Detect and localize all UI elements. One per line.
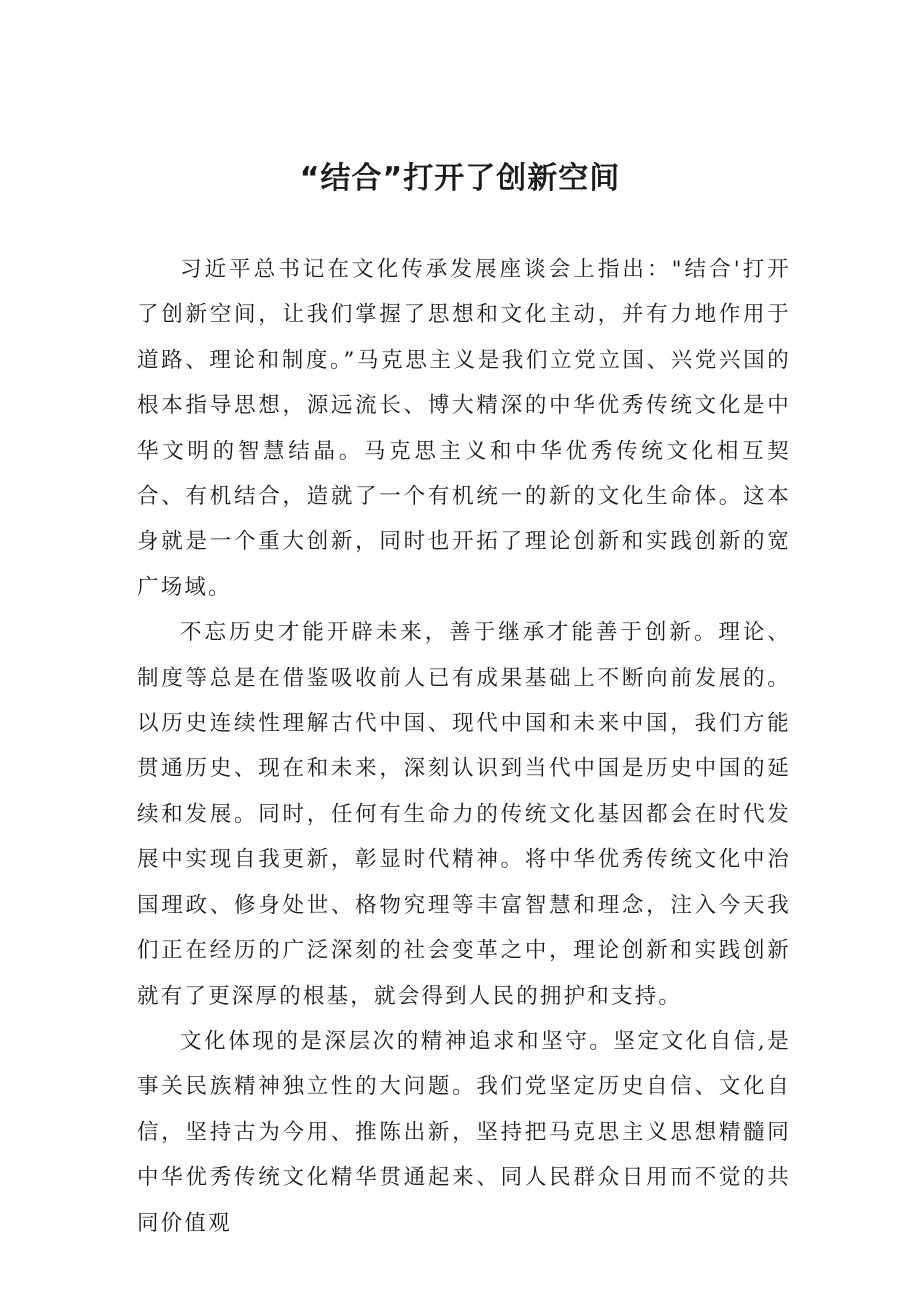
document-title: “结合”打开了创新空间 xyxy=(299,161,621,196)
paragraph-2: 不忘历史才能开辟未来，善于继承才能善于创新。理论、制度等总是在借鉴吸收前人已有成果基础上不断向前发展的。以历史连续性理解古代中国、现代中国和未来中国，我们方能贯通历史、现在和未来，深刻认识到当代中国是历史中国的延续和发展。同时，任何有生命力的传统文化基因都会在时代发展中实现自我更新，彰显时代精神。将中华优秀传统文化中治国理政、修身处世、格物究理等丰富智慧和理念，注入今天我们正在经历的广泛深刻的社会变革之中，理论创新和实践创新就有了更深厚的根基，就会得到人民的拥护和支持。 xyxy=(137,620,791,1009)
paragraph-1: 习近平总书记在文化传承发展座谈会上指出："结合'打开了创新空间，让我们掌握了思想和文化主动，并有力地作用于道路、理论和制度。”马克思主义是我们立党立国、兴党兴国的根本指导思想，源远流长、博大精深的中华优秀传统文化是中华文明的智慧结晶。马克思主义和中华优秀传统文化相互契合、有机结合，造就了一个有机统一的新的文化生命体。这本身就是一个重大创新，同时也开拓了理论创新和实践创新的宽广场域。 xyxy=(137,257,791,600)
paragraph-3: 文化体现的是深层次的精神追求和坚守。坚定文化自信,是事关民族精神独立性的大问题。我们党坚定历史自信、文化自信，坚持古为今用、推陈出新，坚持把马克思主义思想精髓同中华优秀传统文化精华贯通起来、同人民群众日用而不觉的共同价值观 xyxy=(137,1028,791,1236)
document-body xyxy=(137,247,791,1246)
